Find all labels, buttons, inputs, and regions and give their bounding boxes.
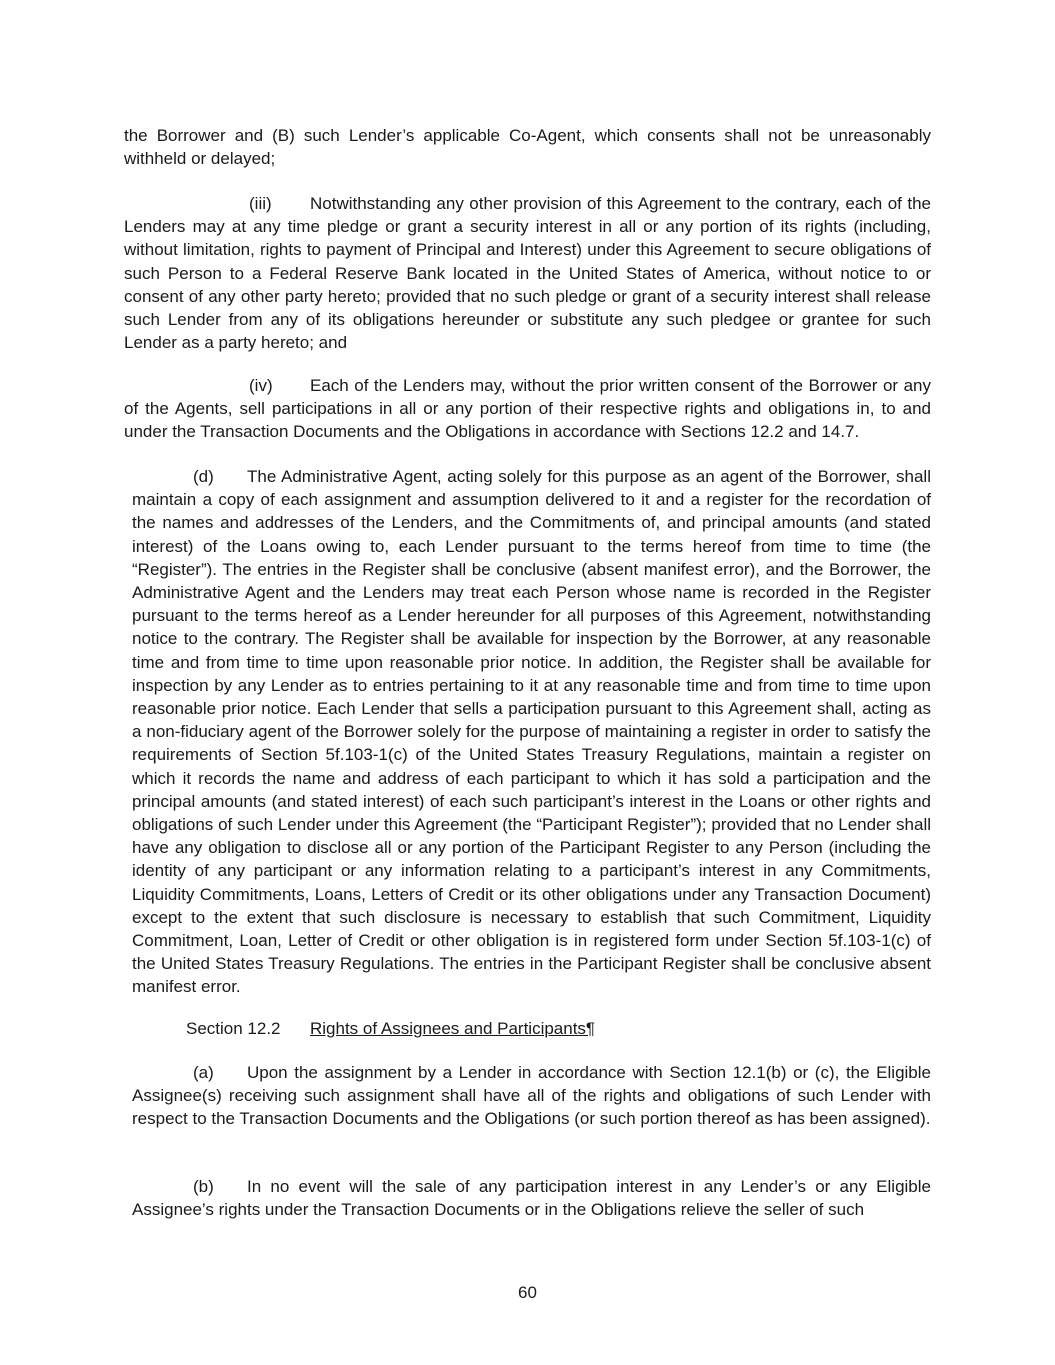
paragraph-label: (iii) [249,194,272,213]
paragraph-label: (d) [193,467,214,486]
paragraph-text: Notwithstanding any other provision of this Agreement to the contrary, each of the Lenders may at any time pledge or grant a security interest in all or any portion of its rights (including, without limitation, rights to payment of Principal and Interest) under this Agreement to secure obligations of such Person to a Federal Reserve Bank located in the United States of America, without notice to or consent of any other party hereto; provided that no such pledge or grant of a security interest shall release such Lender from any of its obligations hereunder or substitute any such pledgee or grantee for such Lender as a party hereto; and [124,194,931,353]
page-number: 60 [518,1283,537,1302]
section-heading [186,1017,595,1040]
paragraph-continuation [124,124,931,170]
paragraph-text: Each of the Lenders may, without the prior written consent of the Borrower or any of the Agents, sell participations in all or any portion of their respective rights and obligations in, to and under the Transaction Documents and the Obligations in accordance with Sections 12.2 and 14.7. [124,376,931,442]
paragraph-text: The Administrative Agent, acting solely for this purpose as an agent of the Borrower, shall maintain a copy of each assignment and assumption delivered to it and a register for the recordation of the names and addresses of the Lenders, and the Commitments of, and principal amounts (and stated interest) of the Loans owing to, each Lender pursuant to the terms hereof from time to time (the “Register”). The entries in the Register shall be conclusive (absent manifest error), and the Borrower, the Administrative Agent and the Lenders may treat each Person whose name is recorded in the Register pursuant to the terms hereof as a Lender hereunder for all purposes of this Agreement, notwithstanding notice to the contrary. The Register shall be available for inspection by the Borrower, at any reasonable time and from time to time upon reasonable prior notice. In addition, the Register shall be available for inspection by any Lender as to entries pertaining to it at any reasonable time and from time to time upon reasonable prior notice. Each Lender that sells a participation pursuant to this Agreement shall, acting as a non-fiduciary agent of the Borrower solely for the purpose of maintaining a register in order to satisfy the requirements of Section 5f.103-1(c) of the United States Treasury Regulations, maintain a register on which it records the name and address of each participant to which it has sold a participation and the principal amounts (and stated interest) of each such participant’s interest in the Loans or other rights and obligations of such Lender under this Agreement (the “Participant Register”); provided that no Lender shall have any obligation to disclose all or any portion of the Participant Register to any Person (including the identity of any participant or any information relating to a participant’s interest in any Commitments, Liquidity Commitments, Loans, Letters of Credit or its other obligations under any Transaction Document) except to the extent that such disclosure is necessary to establish that such Commitment, Liquidity Commitment, Loan, Letter of Credit or other obligation is in registered form under Section 5f.103-1(c) of the United States Treasury Regulations. The entries in the Participant Register shall be conclusive absent manifest error. [132,467,931,997]
paragraph-label: (a) [193,1063,214,1082]
paragraph-label: (iv) [249,376,273,395]
paragraph-text: In no event will the sale of any participation interest in any Lender’s or any Eligible Assignee’s rights under the Transaction Documents or in the Obligations relieve the seller of such [132,1177,931,1220]
paragraph-label: (b) [193,1177,214,1196]
paragraph-d [132,465,931,999]
paragraph-a [132,1061,931,1131]
paragraph-iii [124,192,931,354]
paragraph-text: the Borrower and (B) such Lender’s applicable Co-Agent, which consents shall not be unreasonably withheld or delayed; [124,126,931,169]
section-title: Rights of Assignees and Participants¶ [310,1019,596,1038]
paragraph-text: Upon the assignment by a Lender in accordance with Section 12.1(b) or (c), the Eligible Assignee(s) receiving such assignment shall have all of the rights and obligations of such Lender with respect to the Transaction Documents and the Obligations (or such portion thereof as has been assigned). [132,1063,931,1129]
section-number: Section 12.2 [186,1019,281,1038]
paragraph-b [132,1175,931,1221]
paragraph-iv [124,374,931,444]
